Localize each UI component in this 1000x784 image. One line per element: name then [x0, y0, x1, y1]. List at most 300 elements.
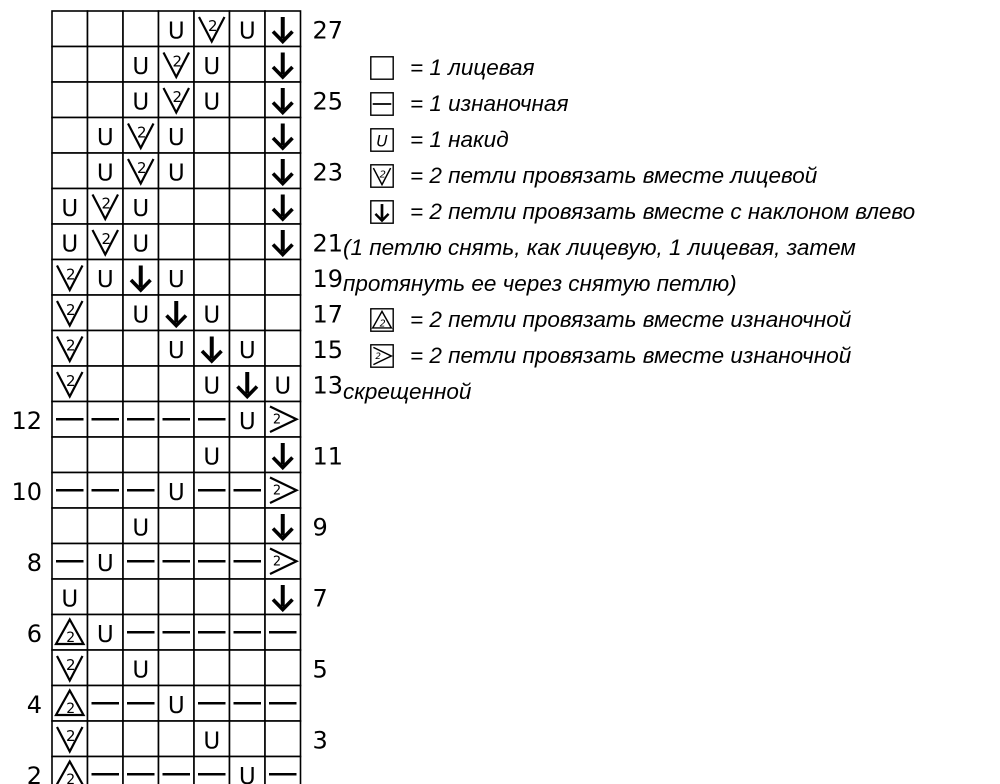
chart-row — [52, 437, 301, 473]
chart-cell — [123, 757, 159, 784]
chart-cell — [265, 650, 301, 686]
p2tog-icon — [370, 308, 394, 332]
p2tog-number: 2 — [66, 630, 76, 647]
yarn-over-mark: U — [96, 551, 114, 578]
chart-cell — [230, 402, 266, 438]
row-number: 11 — [312, 442, 344, 471]
chart-row — [52, 82, 301, 118]
chart-cell — [194, 508, 230, 544]
cell-border — [159, 508, 195, 544]
cell-border — [265, 331, 301, 367]
chart-cell — [194, 189, 230, 225]
chart-cell — [52, 473, 88, 509]
chart-cell — [159, 544, 195, 580]
chart-cell — [88, 224, 124, 260]
cell-border — [88, 579, 124, 615]
k2tog-number: 2 — [172, 52, 183, 71]
cell-border — [123, 579, 159, 615]
chart-cell — [123, 437, 159, 473]
cell-border — [159, 721, 195, 757]
cell-border — [52, 82, 88, 118]
cell-border — [230, 82, 266, 118]
chart-cell — [52, 686, 88, 722]
cell-border — [88, 82, 124, 118]
chart-cell — [230, 295, 266, 331]
chart-row — [52, 579, 301, 615]
yarn-over-mark: U — [203, 728, 221, 755]
legend-text-knit: = 1 лицевая — [410, 55, 535, 80]
chart-cell — [265, 366, 301, 402]
cell-border — [194, 118, 230, 154]
knitting-chart — [0, 0, 345, 784]
chart-cell — [52, 757, 88, 784]
chart-cell — [194, 11, 230, 47]
chart-cell — [194, 402, 230, 438]
legend-text-p2tog: = 2 петли провязать вместе изнаночной — [410, 307, 852, 332]
chart-cell — [194, 757, 230, 784]
chart-cell — [159, 686, 195, 722]
cell-border — [159, 757, 195, 784]
legend-ssk-note-2: протянуть ее через снятую петлю) — [343, 271, 737, 296]
chart-cell — [265, 11, 301, 47]
row-number: 13 — [312, 371, 344, 400]
chart-cell — [194, 118, 230, 154]
chart-cell — [123, 721, 159, 757]
chart-cell — [88, 295, 124, 331]
k2tog-number: 2 — [65, 655, 76, 674]
chart-cell — [52, 508, 88, 544]
row-number: 10 — [11, 478, 42, 507]
chart-row — [52, 47, 301, 83]
chart-row — [52, 224, 301, 260]
yarn-over-mark: U — [61, 586, 79, 613]
chart-cell — [123, 331, 159, 367]
legend-item-yarn-over — [343, 122, 993, 158]
row-number: 19 — [312, 265, 344, 294]
cell-border — [88, 437, 124, 473]
chart-cell — [52, 11, 88, 47]
legend-text-k2tog: = 2 петли провязать вместе лицевой — [410, 163, 818, 188]
chart-cell — [230, 118, 266, 154]
k2tog-number: 2 — [379, 169, 386, 181]
chart-cell — [123, 118, 159, 154]
legend-item-ssk — [343, 194, 993, 230]
chart-cell — [88, 402, 124, 438]
chart-cell — [159, 118, 195, 154]
chart-cell — [265, 544, 301, 580]
p2togtbl-number: 2 — [272, 554, 282, 570]
row-number: 3 — [312, 726, 328, 755]
chart-row — [52, 11, 301, 47]
chart-cell — [194, 366, 230, 402]
chart-cell — [52, 153, 88, 189]
yarn-over-mark: U — [203, 444, 221, 471]
chart-cell — [230, 473, 266, 509]
chart-cell — [52, 295, 88, 331]
p2togtbl-icon — [370, 344, 394, 368]
chart-cell — [194, 650, 230, 686]
k2tog-number: 2 — [101, 229, 112, 248]
p2tog-number: 2 — [379, 318, 386, 330]
chart-cell — [230, 331, 266, 367]
chart-cell — [194, 721, 230, 757]
cell-border — [88, 331, 124, 367]
chart-cell — [52, 260, 88, 296]
chart-cell — [194, 153, 230, 189]
cell-border — [265, 295, 301, 331]
row-number: 12 — [11, 407, 42, 436]
k2tog-icon — [370, 164, 394, 188]
cell-border — [88, 508, 124, 544]
row-number: 25 — [312, 87, 344, 116]
chart-cell — [265, 473, 301, 509]
cell-border — [194, 579, 230, 615]
chart-cell — [52, 402, 88, 438]
cell-border — [230, 47, 266, 83]
yarn-over-mark: U — [167, 338, 185, 365]
cell-border — [123, 366, 159, 402]
chart-row — [52, 295, 301, 331]
chart-cell — [265, 118, 301, 154]
chart-cell — [159, 615, 195, 651]
chart-cell — [52, 615, 88, 651]
chart-cell — [159, 650, 195, 686]
yarn-over-mark: U — [167, 125, 185, 152]
chart-row — [52, 118, 301, 154]
row-number: 6 — [26, 620, 42, 649]
chart-cell — [265, 721, 301, 757]
chart-row — [52, 331, 301, 367]
yarn-over-mark: U — [167, 480, 185, 507]
chart-cell — [159, 82, 195, 118]
chart-cell — [52, 82, 88, 118]
chart-cell — [123, 366, 159, 402]
cell-border — [230, 295, 266, 331]
cell-border — [230, 224, 266, 260]
cell-border — [52, 11, 88, 47]
chart-cell — [52, 331, 88, 367]
chart-cell — [123, 82, 159, 118]
legend-text-p2togtbl: = 2 петли провязать вместе изнаночной — [410, 343, 852, 368]
yarn-over-mark: U — [203, 54, 221, 81]
chart-cell — [123, 508, 159, 544]
legend-item-k2tog — [343, 158, 993, 194]
yarn-over-mark: U — [132, 54, 150, 81]
cell-border — [230, 118, 266, 154]
chart-cell — [230, 757, 266, 784]
cell-border — [123, 331, 159, 367]
chart-cell — [88, 331, 124, 367]
row-number: 27 — [312, 16, 344, 45]
cell-border — [265, 721, 301, 757]
legend-text-ssk: = 2 петли провязать вместе с наклоном влево — [410, 199, 916, 224]
chart-row — [52, 260, 301, 296]
chart-cell — [265, 757, 301, 784]
chart-row — [52, 615, 301, 651]
k2tog-number: 2 — [65, 371, 76, 390]
chart-cell — [265, 153, 301, 189]
chart-cell — [159, 331, 195, 367]
cell-border — [194, 224, 230, 260]
chart-cell — [230, 11, 266, 47]
cell-border — [194, 757, 230, 784]
cell-border — [123, 757, 159, 784]
chart-cell — [159, 366, 195, 402]
chart-cell — [88, 686, 124, 722]
cell-border — [159, 579, 195, 615]
cell-border — [265, 757, 301, 784]
cell-border — [88, 366, 124, 402]
cell-border — [265, 650, 301, 686]
legend-item-purl — [343, 86, 993, 122]
chart-cell — [194, 295, 230, 331]
chart-cell — [159, 473, 195, 509]
yarn-over-mark: U — [167, 267, 185, 294]
chart-cell — [88, 579, 124, 615]
legend-p2togtbl-note: скрещенной — [343, 379, 472, 404]
chart-cell — [194, 686, 230, 722]
chart-cell — [194, 331, 230, 367]
chart-cell — [265, 508, 301, 544]
yarn-over-mark: U — [132, 657, 150, 684]
yarn-over-mark: U — [61, 231, 79, 258]
k2tog-number: 2 — [65, 336, 76, 355]
chart-cell — [230, 47, 266, 83]
chart-cell — [88, 757, 124, 784]
cell-border — [230, 721, 266, 757]
chart-cell — [265, 295, 301, 331]
yarn-over-icon — [370, 128, 394, 152]
chart-cell — [52, 366, 88, 402]
yarn-over-mark: U — [132, 515, 150, 542]
k2tog-number: 2 — [136, 158, 147, 177]
cell-border — [123, 11, 159, 47]
yarn-over-mark: U — [167, 18, 185, 45]
chart-cell — [123, 579, 159, 615]
cell-border — [123, 437, 159, 473]
chart-cell — [194, 260, 230, 296]
chart-cell — [265, 402, 301, 438]
chart-cell — [230, 508, 266, 544]
chart-cell — [159, 224, 195, 260]
p2togtbl-number: 2 — [272, 483, 282, 499]
chart-cell — [88, 366, 124, 402]
yarn-over-mark: U — [274, 373, 292, 400]
chart-row — [52, 721, 301, 757]
chart-cell — [230, 650, 266, 686]
chart-cell — [88, 473, 124, 509]
chart-cell — [230, 437, 266, 473]
yarn-over-mark: U — [132, 196, 150, 223]
cell-border — [88, 650, 124, 686]
chart-cell — [265, 331, 301, 367]
chart-cell — [88, 260, 124, 296]
chart-cell — [88, 615, 124, 651]
yarn-over-mark: U — [132, 231, 150, 258]
chart-cell — [88, 47, 124, 83]
chart-cell — [123, 544, 159, 580]
yarn-over-mark: U — [238, 764, 256, 784]
chart-row — [52, 402, 301, 438]
chart-cell — [265, 82, 301, 118]
chart-cell — [159, 11, 195, 47]
chart-cell — [194, 82, 230, 118]
chart-cell — [159, 153, 195, 189]
cell-border — [88, 721, 124, 757]
chart-cell — [230, 82, 266, 118]
yarn-over-mark: U — [238, 18, 256, 45]
cell-border — [194, 189, 230, 225]
chart-cell — [194, 615, 230, 651]
row-number: 9 — [312, 513, 328, 542]
chart-cell — [230, 224, 266, 260]
chart-cell — [52, 189, 88, 225]
chart-row — [52, 153, 301, 189]
chart-cell — [88, 118, 124, 154]
row-number: 21 — [312, 229, 344, 258]
chart-cell — [52, 544, 88, 580]
yarn-over-mark: U — [96, 267, 114, 294]
cell-border — [159, 189, 195, 225]
chart-cell — [194, 437, 230, 473]
chart-cell — [159, 579, 195, 615]
yarn-over-mark: U — [203, 373, 221, 400]
chart-cell — [230, 615, 266, 651]
chart-cell — [230, 721, 266, 757]
chart-cell — [123, 402, 159, 438]
cell-border — [230, 189, 266, 225]
chart-cell — [52, 437, 88, 473]
chart-cell — [123, 189, 159, 225]
chart-cell — [159, 757, 195, 784]
chart-cell — [123, 686, 159, 722]
chart-cell — [265, 615, 301, 651]
legend-ssk-note-1: (1 петлю снять, как лицевую, 1 лицевая, затем — [343, 235, 856, 260]
chart-cell — [265, 579, 301, 615]
chart-row — [52, 544, 301, 580]
cell-border — [265, 260, 301, 296]
chart-cell — [230, 260, 266, 296]
chart-cell — [88, 153, 124, 189]
chart-cell — [123, 473, 159, 509]
chart-row — [52, 508, 301, 544]
legend-text-purl: = 1 изнаночная — [410, 91, 569, 116]
k2tog-number: 2 — [136, 123, 147, 142]
chart-cell — [159, 47, 195, 83]
chart-cell — [52, 118, 88, 154]
cell-border — [230, 437, 266, 473]
cell-border — [52, 118, 88, 154]
chart-cell — [88, 721, 124, 757]
p2tog-number: 2 — [66, 701, 76, 718]
chart-cell — [159, 437, 195, 473]
chart-cell — [230, 153, 266, 189]
row-number: 23 — [312, 158, 344, 187]
legend-text-yarn-over: = 1 накид — [410, 127, 509, 152]
chart-cell — [159, 295, 195, 331]
chart-row — [52, 686, 301, 722]
chart-cell — [230, 366, 266, 402]
k2tog-number: 2 — [65, 726, 76, 745]
chart-cell — [265, 260, 301, 296]
k2tog-number: 2 — [207, 16, 218, 35]
yarn-over-mark: U — [167, 160, 185, 187]
cell-border — [230, 579, 266, 615]
p2tog-number: 2 — [66, 772, 76, 784]
yarn-over-mark: U — [96, 160, 114, 187]
legend-item-p2togtbl — [343, 338, 993, 374]
cell-border — [123, 721, 159, 757]
chart-cell — [52, 721, 88, 757]
yarn-over-mark: U — [238, 338, 256, 365]
chart-cell — [230, 189, 266, 225]
chart-cell — [123, 153, 159, 189]
chart-cell — [123, 295, 159, 331]
chart-cell — [88, 82, 124, 118]
yarn-over-mark: U — [167, 693, 185, 720]
row-number: 4 — [26, 691, 42, 720]
cell-border — [194, 650, 230, 686]
chart-cell — [88, 650, 124, 686]
chart-cell — [52, 47, 88, 83]
k2tog-number: 2 — [172, 87, 183, 106]
cell-border — [88, 295, 124, 331]
chart-row — [52, 650, 301, 686]
chart-cell — [52, 224, 88, 260]
chart-cell — [194, 579, 230, 615]
chart-grid — [52, 11, 301, 784]
chart-cell — [159, 402, 195, 438]
chart-row — [52, 473, 301, 509]
k2tog-number: 2 — [101, 194, 112, 213]
chart-cell — [194, 224, 230, 260]
k2tog-number: 2 — [65, 265, 76, 284]
chart-cell — [123, 224, 159, 260]
legend-item-knit — [343, 50, 993, 86]
cell-border — [230, 650, 266, 686]
chart-cell — [194, 473, 230, 509]
cell-border — [88, 757, 124, 784]
cell-border — [194, 260, 230, 296]
row-number: 15 — [312, 336, 344, 365]
cell-border — [52, 153, 88, 189]
chart-cell — [52, 579, 88, 615]
purl-icon — [370, 92, 394, 116]
row-number: 7 — [312, 584, 328, 613]
cell-border — [159, 437, 195, 473]
cell-border — [159, 224, 195, 260]
cell-border — [159, 366, 195, 402]
chart-cell — [230, 579, 266, 615]
chart-cell — [159, 189, 195, 225]
yarn-over-mark: U — [96, 125, 114, 152]
yarn-over-mark: U — [203, 302, 221, 329]
chart-cell — [123, 260, 159, 296]
cell-border — [230, 508, 266, 544]
yarn-over-mark: U — [132, 302, 150, 329]
chart-row — [52, 757, 301, 784]
chart-cell — [123, 650, 159, 686]
chart-cell — [194, 47, 230, 83]
chart-cell — [88, 544, 124, 580]
chart-cell — [88, 508, 124, 544]
chart-cell — [194, 544, 230, 580]
chart-cell — [265, 224, 301, 260]
chart-cell — [88, 11, 124, 47]
chart-cell — [230, 544, 266, 580]
chart-cell — [265, 189, 301, 225]
yarn-over-mark: U — [132, 89, 150, 116]
